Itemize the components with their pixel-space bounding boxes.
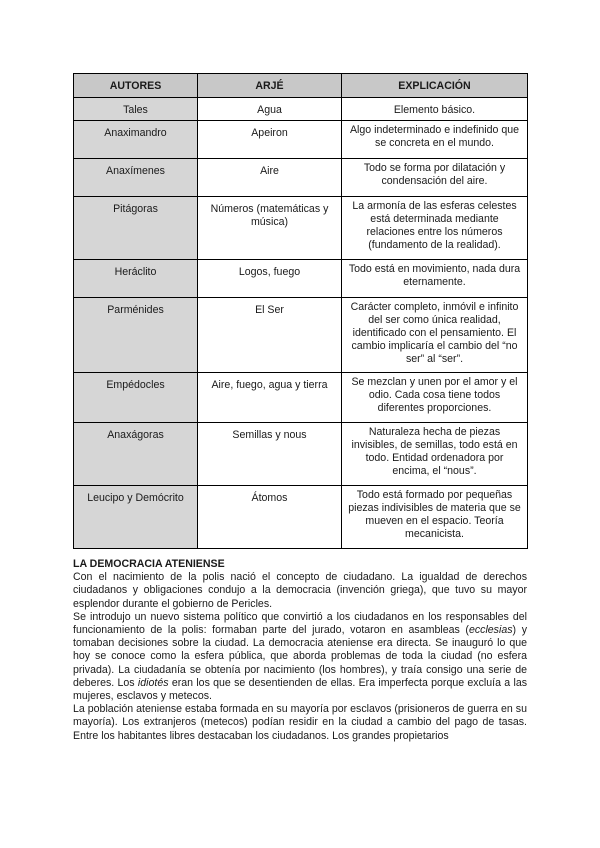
section-heading: LA DEMOCRACIA ATENIENSE	[73, 558, 225, 570]
arje-cell: Números (matemáticas y música)	[198, 197, 342, 260]
paragraph	[73, 611, 527, 703]
explanation-cell: Todo está en movimiento, nada dura eternamente.	[342, 260, 528, 298]
author-cell: Tales	[74, 98, 198, 121]
explanation-cell: Naturaleza hecha de piezas invisibles, de semillas, todo está en todo. Entidad ordenadora por encima, el “nous”.	[342, 423, 528, 486]
table-row	[74, 98, 528, 121]
arje-cell: El Ser	[198, 298, 342, 373]
table-row	[74, 373, 528, 423]
table-row	[74, 121, 528, 159]
paragraph: La población ateniense estaba formada en su mayoría por esclavos (prisioneros de guerra en su mayoría). Los extranjeros (metecos) podían residir en la ciudad a cambio del pago de tasas. Entre los habitantes libres destacaban los ciudadanos. Los grandes propietarios	[73, 703, 527, 742]
explanation-cell: Elemento básico.	[342, 98, 528, 121]
header-explicacion: EXPLICACIÓN	[342, 74, 528, 98]
explanation-cell: Todo se forma por dilatación y condensación del aire.	[342, 159, 528, 197]
author-cell: Leucipo y Demócrito	[74, 486, 198, 549]
table-row	[74, 486, 528, 549]
arje-cell: Átomos	[198, 486, 342, 549]
author-cell: Heráclito	[74, 260, 198, 298]
paragraph: Con el nacimiento de la polis nació el concepto de ciudadano. La igualdad de derechos ciudadanos y obligaciones condujo a la democracia (invención griega), que tuvo su mayor esplendor durante el gobierno de Pericles.	[73, 571, 527, 610]
author-cell: Parménides	[74, 298, 198, 373]
author-cell: Anaxímenes	[74, 159, 198, 197]
table-row	[74, 298, 528, 373]
arje-cell: Apeiron	[198, 121, 342, 159]
explanation-cell: La armonía de las esferas celestes está determinada mediante relaciones entre los números (fundamento de la realidad).	[342, 197, 528, 260]
explanation-cell: Se mezclan y unen por el amor y el odio. Cada cosa tiene todos diferentes proporciones.	[342, 373, 528, 423]
header-arje: ARJÉ	[198, 74, 342, 98]
author-cell: Anaxágoras	[74, 423, 198, 486]
author-cell: Anaximandro	[74, 121, 198, 159]
table-header-row	[74, 74, 528, 98]
table-row	[74, 159, 528, 197]
paragraph-text: Se introdujo un nuevo sistema político que convirtió a los ciudadanos en los responsables del funcionamiento de la polis: formaban parte del jurado, votaron en asambleas (	[73, 610, 527, 637]
arje-cell: Semillas y nous	[198, 423, 342, 486]
author-cell: Empédocles	[74, 373, 198, 423]
explanation-cell: Todo está formado por pequeñas piezas indivisibles de materia que se mueven en el espacio. Teoría mecanicista.	[342, 486, 528, 549]
arje-cell: Aire, fuego, agua y tierra	[198, 373, 342, 423]
paragraph-text: eran los que se desentienden de ellas. Era imperfecta porque excluía a las mujeres, esclavos y metecos.	[73, 676, 528, 703]
democracy-section	[73, 558, 527, 743]
table-row	[74, 197, 528, 260]
header-autores: AUTORES	[74, 74, 198, 98]
explanation-cell: Algo indeterminado e indefinido que se concreta en el mundo.	[342, 121, 528, 159]
table-row	[74, 260, 528, 298]
arje-cell: Aire	[198, 159, 342, 197]
arje-cell: Agua	[198, 98, 342, 121]
arje-table	[73, 73, 528, 549]
term-idiotes: idiotés	[137, 676, 169, 689]
table-row	[74, 423, 528, 486]
explanation-cell: Carácter completo, inmóvil e infinito del ser como única realidad, identificado con el pensamiento. El cambio implicaría el cambio del “no ser” al “ser”.	[342, 298, 528, 373]
paragraph-text: ) y tomaban decisiones sobre la ciudad. La democracia ateniense era directa. Se inauguró lo que hoy se conoce como la esfera pública, que aborda problemas de toda la ciudad (no esfera privada). La ciudadanía se obtenía por nacimiento (los hombres), y traía consigo una serie de deberes. Los	[73, 624, 527, 689]
arje-cell: Logos, fuego	[198, 260, 342, 298]
term-ecclesias: ecclesias	[468, 624, 513, 637]
author-cell: Pitágoras	[74, 197, 198, 260]
